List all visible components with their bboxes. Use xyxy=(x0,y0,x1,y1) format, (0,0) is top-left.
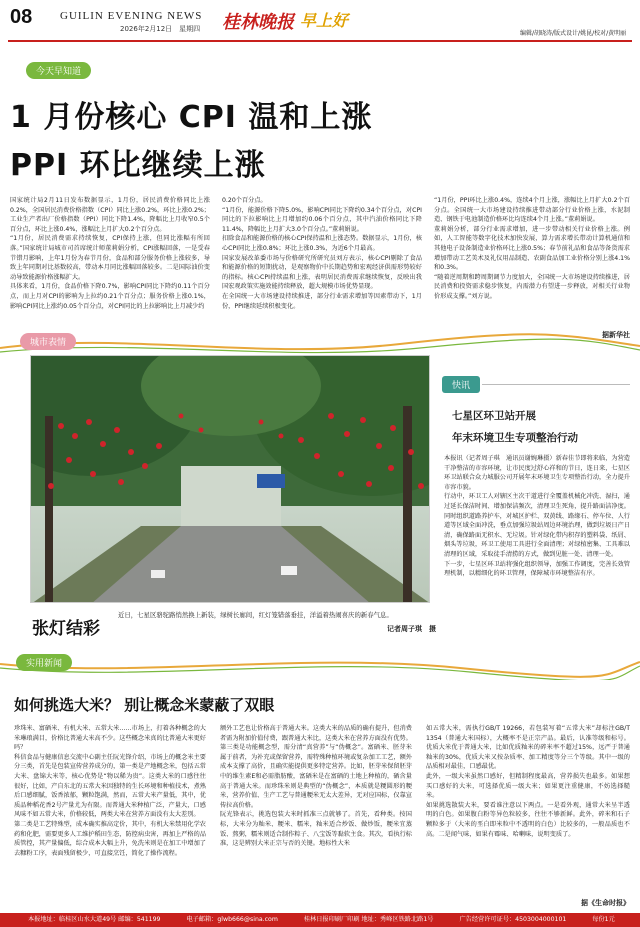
practical-credit: 据《生命时报》 xyxy=(581,899,630,907)
street-lantern-photo xyxy=(30,355,430,603)
decorative-wave-2 xyxy=(0,650,640,680)
newspaper-logo: 桂林晚报 xyxy=(222,12,294,33)
header-divider xyxy=(8,40,632,42)
paper-name: GUILIN EVENING NEWS xyxy=(60,10,203,22)
page-number: 08 xyxy=(10,6,33,28)
tag-practical: 实用新闻 xyxy=(16,654,72,671)
issue-date: 2026年2月12日 星期四 xyxy=(120,25,201,33)
section-logo: 早上好 xyxy=(300,11,349,30)
footer-bar xyxy=(0,913,640,927)
footer-phone: 电子邮箱：glwb666@sina.com xyxy=(186,916,278,923)
practical-column-1: 珍珠米、富硒米、有机大米、五常大米……市场上，打着各种概念的大米琳琅满目，价格比普通大米高不少。这些概念米真的比普通大米更好吗？ 科信食品与健康信息交流中心副主任阮光锋介绍，市场上的概念米主要分三类，首先是包装宣传营养成分的，第一类是产地概念米，包括五常大米、盘锦大米等，核心优势是“物以稀为贵”。这类大米的口感往往很好，比如，产自东北的五常大米因独特的生长环境和种植技术，煮熟后口感细腻，饭香浓郁，颗粒饱满，然而，五常大米产量低，其中，优质品种稻花香2号产量尤为有限。而普通大米种植广泛，产量大，口感风味不如五常大米，价格较低，两类大米在营养方面没有太大差别。 第二类是工艺特殊型，成本确实推高定价，其中，有机大米禁用化学农药和化肥，需要更多人工维护稻田生态，防控病虫害，再加上严格的品质管控，其产量偏低，综合成本大幅上升，免洗米则是在加工中增加了去糠粉工序，表面残留极少，可直接烹饪，简化了操作流程。 xyxy=(14,725,206,857)
tag-today: 今天早知道 xyxy=(26,62,91,79)
footer-license: 广告经营许可证号：4503004000101 xyxy=(459,916,567,923)
practical-headline: 如何挑选大米？ 别让概念米蒙蔽了双眼 xyxy=(14,696,275,714)
photo-credit: 记者周子琪 摄 xyxy=(387,625,436,633)
news-title-line-1: 七星区环卫站开展 xyxy=(452,410,536,422)
photo-caption-text: 近日，七星区骆驼路悄然换上新装，绿树长廊间，红灯笼错落垂挂，洋溢着热闹喜庆的新春气息。 xyxy=(118,611,393,619)
lead-credit: 据新华社 xyxy=(602,331,630,339)
news-body: 本报讯（记者周子琪 通讯员谢婉琳摄）新春佳节即将来临，为营造干净整洁的市容环境，让市民度过舒心祥和的节日，连日来，七星区环卫站联合众力城服公司开展年末环境卫生专项整治行动，全力提升市容市貌。 行动中，环卫工人对辖区主次干道进行全覆盖机械化冲洗、湿扫，通过延长保洁时间、增加保洁频次，清理卫生死角，提升路面洁净度。同时组织道路养护车，对城区护栏、双黄线、路缘石、停车位、人行道等区域全面冲洗，垂点加强垃圾站周边环境治理，做到垃圾日产日清，确保路面无积水、无垃圾。针对绿化带内积存的塑料袋、纸屑、烟头等垃圾，环卫工使用工具进行全面清理；对绿植密集、工具难以清理的区域，采取徒手清捞的方式，做到见脏一处、清理一处。 下一步，七星区环卫站将强化组织领导，加强工作调度，完善长效管理机制，以精细化的环卫管理，保障城市环境整洁有序。 xyxy=(444,455,630,578)
news-title-line-2: 年末环境卫生专项整治行动 xyxy=(452,432,578,444)
lead-column-1: 国家统计局2月11日发布数据显示，1月份，居民消费价格同比上涨0.2%，全国居民消费价格指数（CPI）同比上涨0.2%，环比上涨0.2%；工业生产者出厂价格指数（PPI）同比下降1.4%，降幅比上月收窄0.5个百分点，环比上涨0.4%，涨幅比上月扩大0.2个百分点。 “1月份，居民消费需求持续恢复，CPI保持上涨，但同比涨幅有所回落。”国家统计局城市司首席统计师董莉娟分析，CPI涨幅回落，一是受春节错月影响，上年1月份为春节月份，食品和部分服务价格上涨较多，导致上年同期对比基数较高，带动本月同比涨幅回落较多。二是国际油价变动导致能源价格涨幅扩大。 具体来看，1月份，食品价格下降0.7%，影响CPI同比下降约0.11个百分点，而上月对CPI的影响为上拉约0.21个百分点；服务价格上涨0.1%，影响CPI同比上涨约0.05个百分点，对CPI同比的上拉影响比上月减少约 xyxy=(10,197,210,310)
footer-printer: 桂林日报印刷厂印刷 地址：秀峰区铁路北路1号 xyxy=(303,916,434,923)
news-rule xyxy=(482,384,630,385)
footer-price: 每份1元 xyxy=(592,916,615,923)
lead-column-3: “1月份，PPI环比上涨0.4%，连续4个月上涨，涨幅比上月扩大0.2个百分点。全国统一大市场建设持续推进带动部分行业价格上涨，水泥制造、钢铁于电池制造价格环比均连续4个月上涨。”董莉娟说。 董莉娟分析，部分行业需求增加，进一步带动相关行业价格上涨。例如，人工智能等数字化技术加快发展，算力需求增长带动计算机通信和其他电子设备制造业价格环比上涨0.5%；春节前礼品和食品等备货需求增加带动工艺美术及礼仪用品制造、农副食品加工业价格分别上涨4.1%和0.3%。 “随着逆周期和跨周期调节力度加大，全国统一大市场建设持续推进，居民消费和投资需求稳步恢复，内需潜力有望进一步释放，对相关行业物价形成支撑。”刘方说。 xyxy=(434,197,630,300)
lead-column-2: 0.20个百分点。 “1月份，能源价格下降5.0%，影响CPI同比下降约0.34个百分点，对CPI同比的下拉影响比上月增加约0.06个百分点，其中汽油价格同比下降11.4%，降幅比上月扩大3.0个百分点。”董莉娟说。 扣除食品和能源价格的核心CPI保持温和上涨态势。数据显示，1月份，核心CPI同比上涨0.8%；环比上涨0.3%，为近6个月最高。 国家发展改革委市场与价格研究所研究员刘方表示，核心CPI剔除了食品和能源价格的短期扰动，是观察物价中长期趋势和宏观经济供需形势较好的指标。核心CPI持续温和上涨，表明居民消费需求继续恢复，反映出我国宏观政策实施效能持续释放，超大规模市场优势显现。 在全国统一大市场建设持续推进，部分行业需求增加等因素带动下，1月份，PPI继续延续积极变化。 xyxy=(222,197,422,310)
tag-city: 城市表情 xyxy=(20,333,76,350)
photo-caption-title: 张灯结彩 xyxy=(32,619,100,639)
practical-column-3: 如五常大米，需执行GB/T 19266，若包装写着“五常大米”却标注GB/T 1354（普通大米国标），大概率不是正宗产品。最后，认准等级和标号。优质大米优于普通大米，比如优质籼米的碎米率不超过15%，远严于普通籼米的30%，优质大米又按杂质率、加工精度等分三个等级。其中一级的品质相对最佳，口感最优。 此外，一级大米虽然口感好，但精制程度最高，营养损失也最多。如果想买口感好的大米，可选择优质一级大米；如果更注重健康，不妨选择糙米。 如果挑选散装大米，要看谁注意以下两点。一是看外观，通常大米呈半透明的白色。如果腹白粉等异色粒较多，往往不够新鲜。此外，碎米和石子颗粒多于（大米的垩白即米粒中不透明的白色）比较多的，一般品质也不高。二是闻气味，如果有霉味、哈喇味，说明变质了。 xyxy=(426,725,630,838)
editor-credits: 编辑/胡晓涛/版式设计/姚昆/校对/黄明丽 xyxy=(520,30,627,37)
tag-news: 快讯 xyxy=(442,376,480,393)
headline-line-1: 1 月份核心 CPI 温和上涨 xyxy=(10,100,373,135)
practical-column-2: 额外工艺也让价格高于普通大米。这类大米的品质的确有提升，但消费者需为附加价值付费，跟普通大米比，这类大米在营养方面没有优势。 第三类是功能概念型，需分清“真营养”与“伪概念”。富硒米、胚芽米属于前者，为补充或保留营养，需特殊种植环境或复杂加工工艺，额外成本支撑了高价，且确实能提供更多特定营养。比如，胚芽米保留胚芽中的维生素E和必需脂肪酸，富硒米是在富硒的土地上种植的，硒含量高于普通大米。而珍珠米则是典型的“伪概念”，本质就是粳圆形的粳米，营养价值、生产工艺与普通粳米无太大差异，无对应国标，仅靠宣传拉高价格。 阮光锋表示，挑选包装大米时抓准三点就够了。首先，看种类。按国标，大米分为籼米、粳米、糯米，籼米适合炒饭、做炒饭，粳米宜蒸饭、熬粥，糯米则适合制作粽子、八宝饭等黏软主食。其次，看执行标准，这是辨别大米正宗与否的关键。地标性大米 xyxy=(220,725,412,848)
footer-address: 本报地址：临桂区山水大道49号 邮编：541199 xyxy=(28,916,161,923)
headline-line-2: PPI 环比继续上涨 xyxy=(10,148,266,183)
